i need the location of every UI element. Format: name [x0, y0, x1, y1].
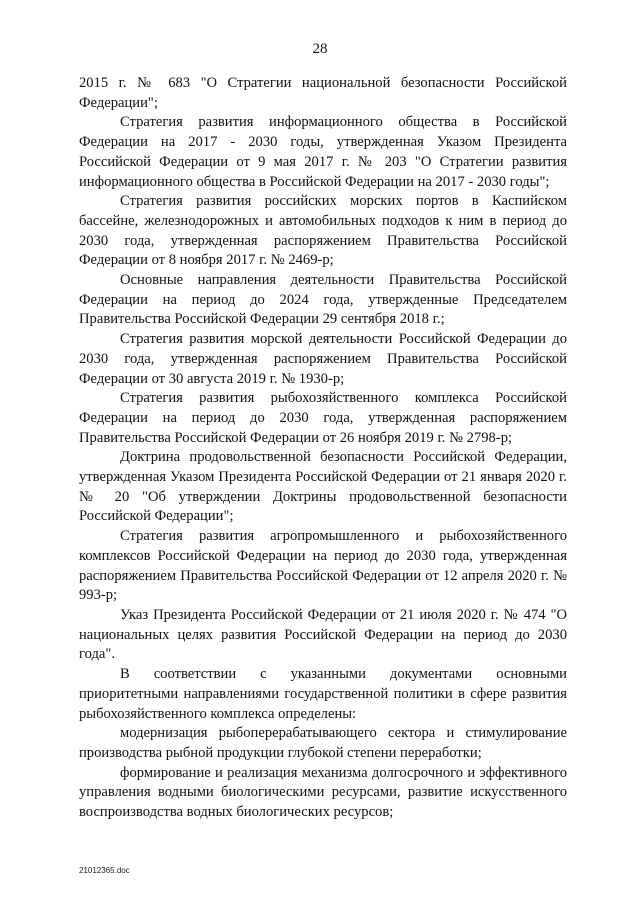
paragraph: формирование и реализация механизма долгосрочного и эффективного управления водными биологическими ресурсами, развитие искусственного воспроизводства водных биологических ресурсов;	[79, 764, 567, 821]
paragraph: Стратегия развития агропромышленного и рыбохозяйственного комплексов Российской Федерации на период до 2030 года, утвержденная распоряжением Правительства Российской Федерации от 12 апреля 2020 г. № 993-р;	[79, 528, 567, 604]
paragraph: Стратегия развития российских морских портов в Каспийском бассейне, железнодорожных и автомобильных подходов к ним в период до 2030 года, утвержденная распоряжением Правительства Российской Федерации от 8 ноября 2017 г. № 2469-р;	[79, 193, 567, 269]
paragraph: Стратегия развития информационного общества в Российской Федерации на 2017 - 2030 годы, утвержденная Указом Президента Российской Федерации от 9 мая 2017 г. № 203 "О Стратегии развития информационного общества в Российской Федерации на 2017 - 2030 годы";	[79, 114, 567, 190]
paragraph: Доктрина продовольственной безопасности Российской Федерации, утвержденная Указом Президента Российской Федерации от 21 января 2020 г. № 20 "Об утверждении Доктрины продовольственной безопасности Российской Федерации";	[79, 449, 567, 525]
paragraph-continuation: 2015 г. № 683 "О Стратегии национальной безопасности Российской Федерации";	[79, 75, 567, 111]
footer-filename: 21012365.doc	[79, 866, 130, 875]
paragraph: Указ Президента Российской Федерации от 21 июля 2020 г. № 474 "О национальных целях развития Российской Федерации на период до 2030 года".	[79, 606, 567, 663]
paragraph: Стратегия развития морской деятельности Российской Федерации до 2030 года, утвержденная распоряжением Правительства Российской Федерации от 30 августа 2019 г. № 1930-р;	[79, 331, 567, 387]
paragraph: Основные направления деятельности Правительства Российской Федерации на период до 2024 года, утвержденные Председателем Правительства Российской Федерации 29 сентября 2018 г.;	[79, 272, 567, 328]
page-number: 28	[312, 41, 328, 57]
paragraph: Стратегия развития рыбохозяйственного комплекса Российской Федерации на период до 2030 года, утвержденная распоряжением Правительства Российской Федерации от 26 ноября 2019 г. № 2798-р;	[79, 390, 567, 446]
document-body	[79, 74, 567, 823]
paragraph: В соответствии с указанными документами основными приоритетными направлениями государственной политики в сфере развития рыбохозяйственного комплекса определены:	[79, 666, 567, 722]
paragraph: модернизация рыбоперерабатывающего сектора и стимулирование производства рыбной продукции глубокой степени переработки;	[79, 725, 567, 761]
